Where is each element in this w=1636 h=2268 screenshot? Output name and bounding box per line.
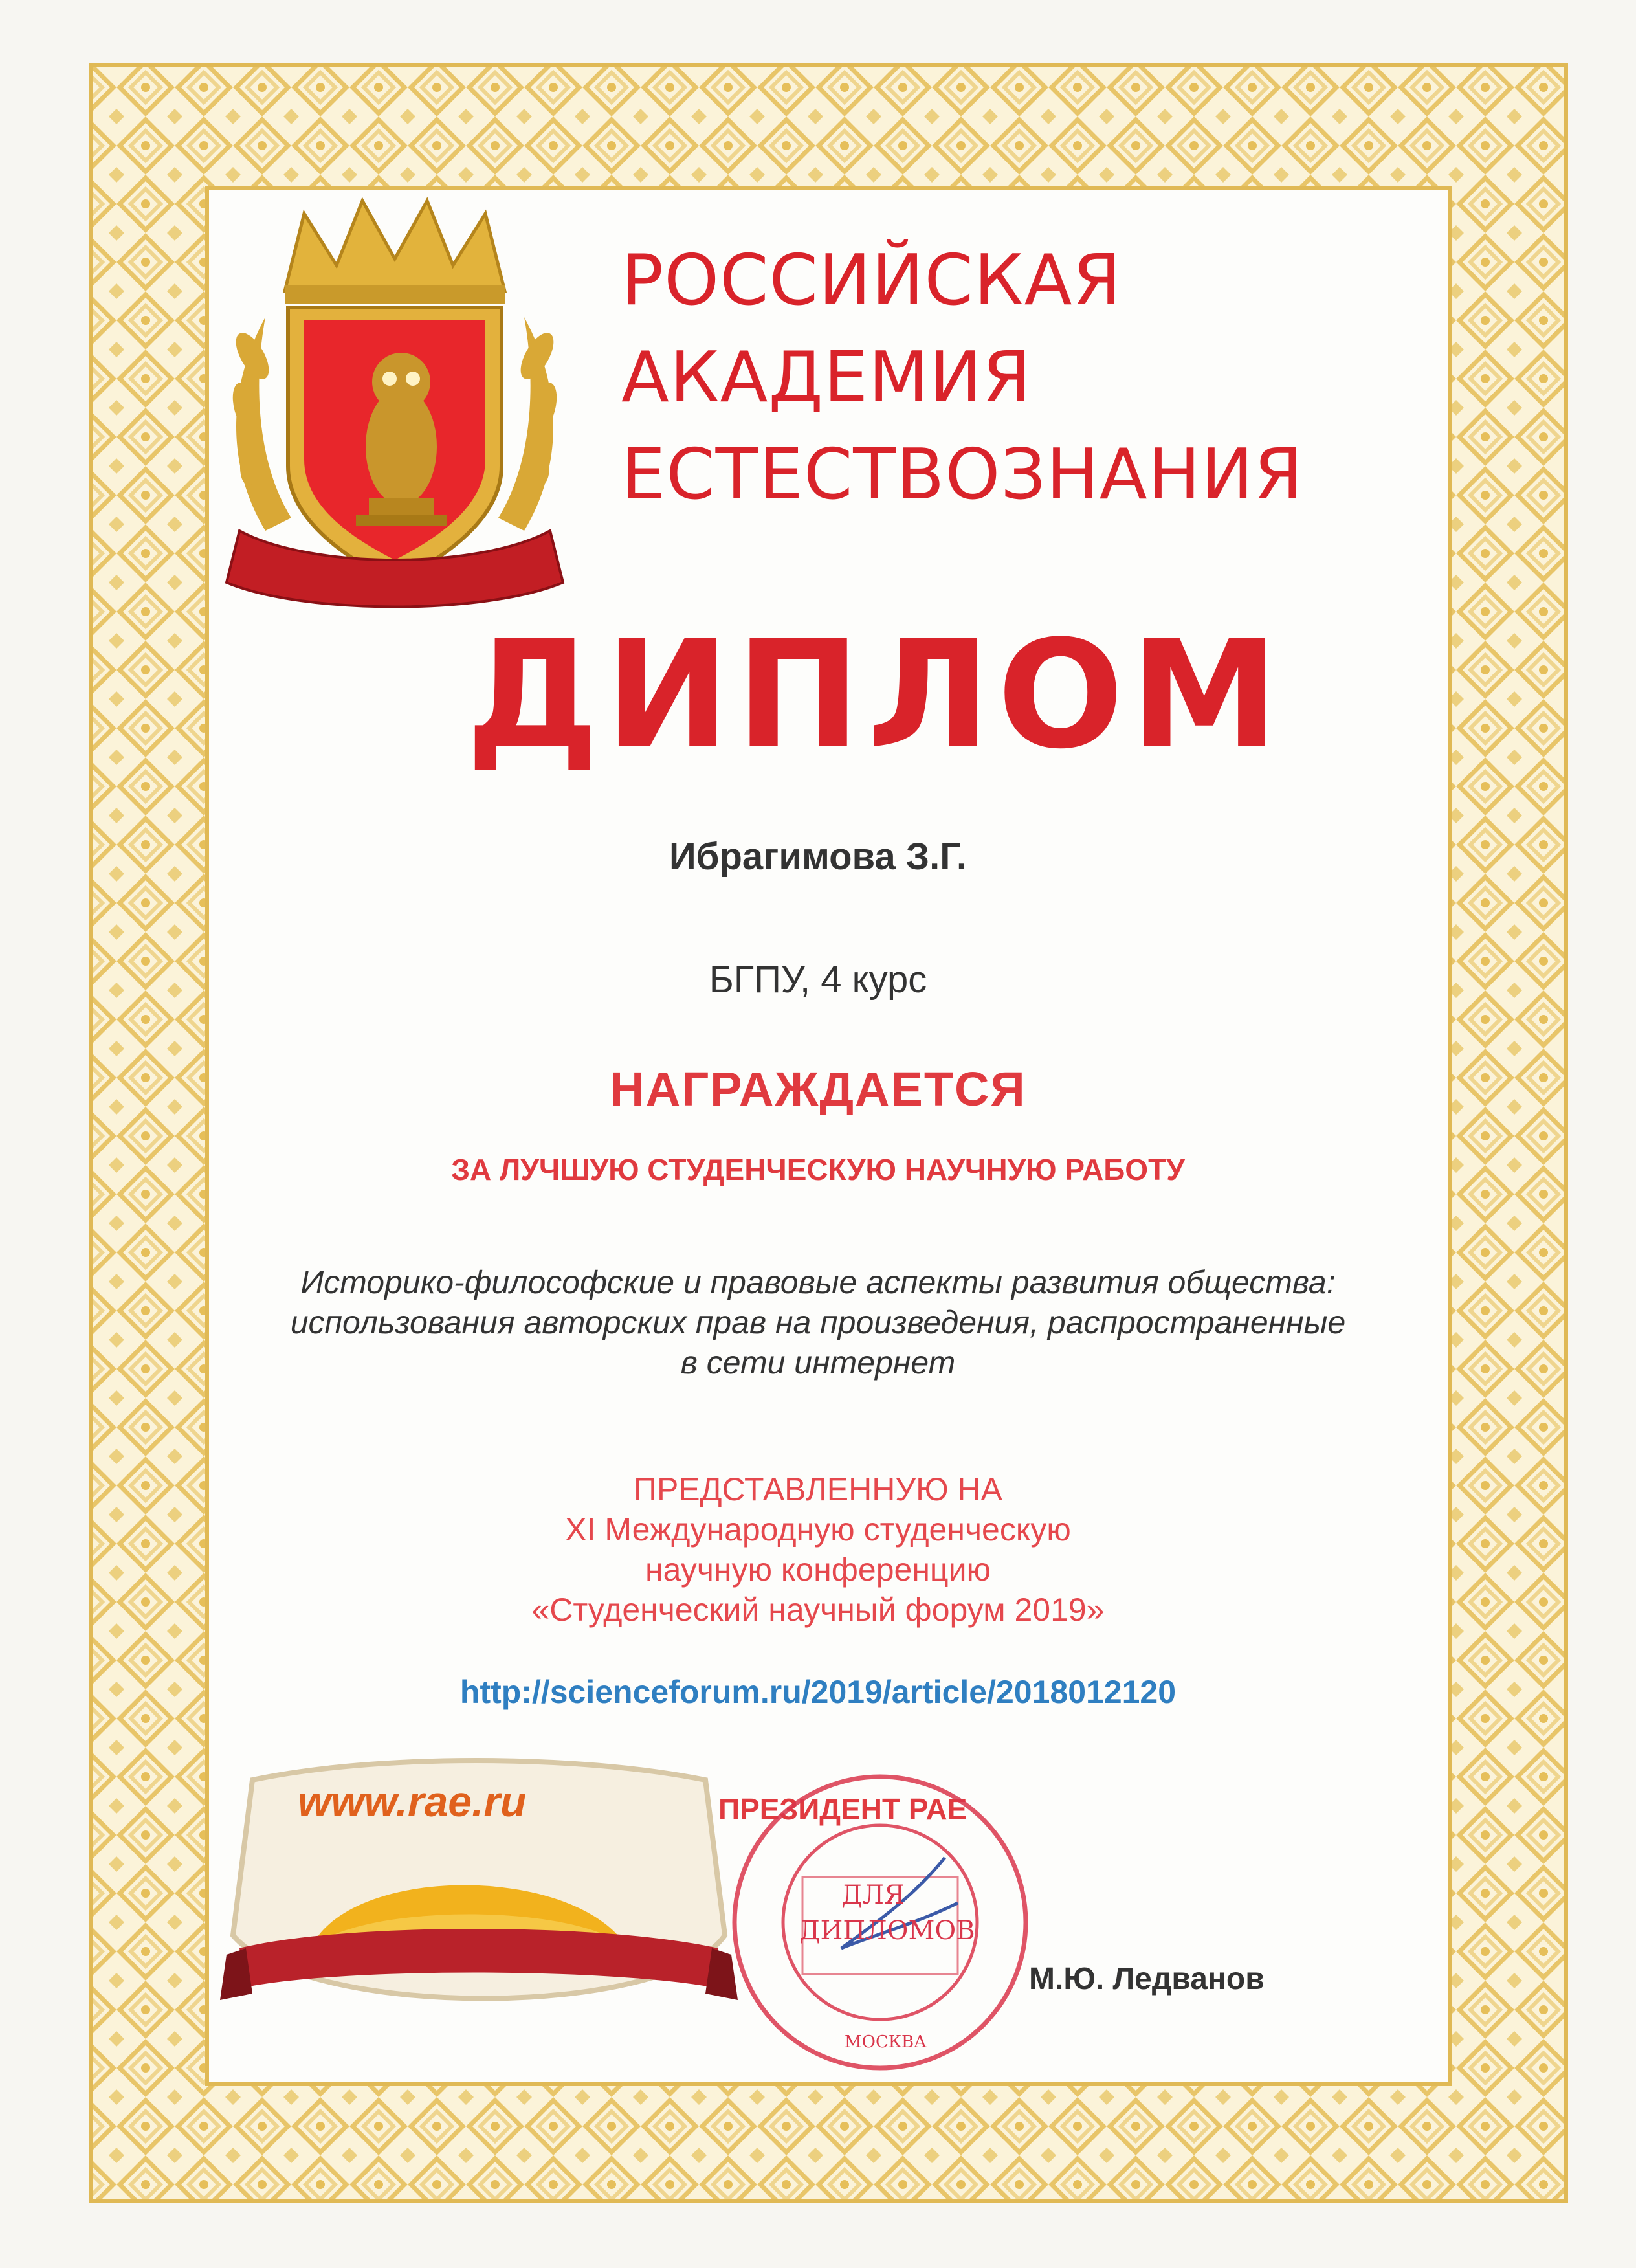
organization-name-line: РОССИЙСКАЯ — [621, 240, 1122, 321]
conference-line: XI Международную студенческую — [565, 1511, 1071, 1548]
conference-line: ПРЕДСТАВЛЕННУЮ НА — [634, 1471, 1002, 1507]
crown-icon — [285, 201, 505, 304]
work-title-line: в сети интернет — [680, 1344, 956, 1381]
president-name: М.Ю. Ледванов — [1029, 1962, 1265, 1996]
conference-info — [0, 1469, 1636, 1630]
award-reason: ЗА ЛУЧШУЮ СТУДЕНЧЕСКУЮ НАУЧНУЮ РАБОТУ — [451, 1153, 1185, 1186]
conference-line: «Студенческий научный форум 2019» — [531, 1592, 1105, 1628]
conference-line: научную конференцию — [645, 1551, 991, 1588]
organization-name-line: АКАДЕМИЯ — [621, 337, 1032, 418]
article-link[interactable]: http://scienceforum.ru/2019/article/2018012120 — [459, 1674, 1177, 1710]
president-label: ПРЕЗИДЕНТ РАЕ — [718, 1792, 967, 1826]
recipient-affiliation: БГПУ, 4 курс — [709, 959, 927, 1001]
stamp-text: МОСКВА — [845, 2032, 927, 2052]
rae-logo-text: www.rae.ru — [298, 1777, 527, 1825]
work-title — [0, 1262, 1636, 1383]
stamp-text: ДИПЛОМОВ — [799, 1916, 975, 1946]
academy-emblem — [214, 194, 576, 608]
work-title-line: использования авторских прав на произведения, распространенные — [290, 1304, 1346, 1340]
organization-name-line: ЕСТЕСТВОЗНАНИЯ — [621, 434, 1303, 515]
stamp-text: ДЛЯ — [841, 1880, 905, 1910]
diploma-title: ДИПЛОМ — [466, 609, 1285, 782]
recipient-name: Ибрагимова З.Г. — [669, 836, 967, 878]
award-verb: НАГРАЖДАЕТСЯ — [610, 1062, 1026, 1116]
work-title-line: Историко-философские и правовые аспекты развития общества: — [300, 1264, 1336, 1300]
